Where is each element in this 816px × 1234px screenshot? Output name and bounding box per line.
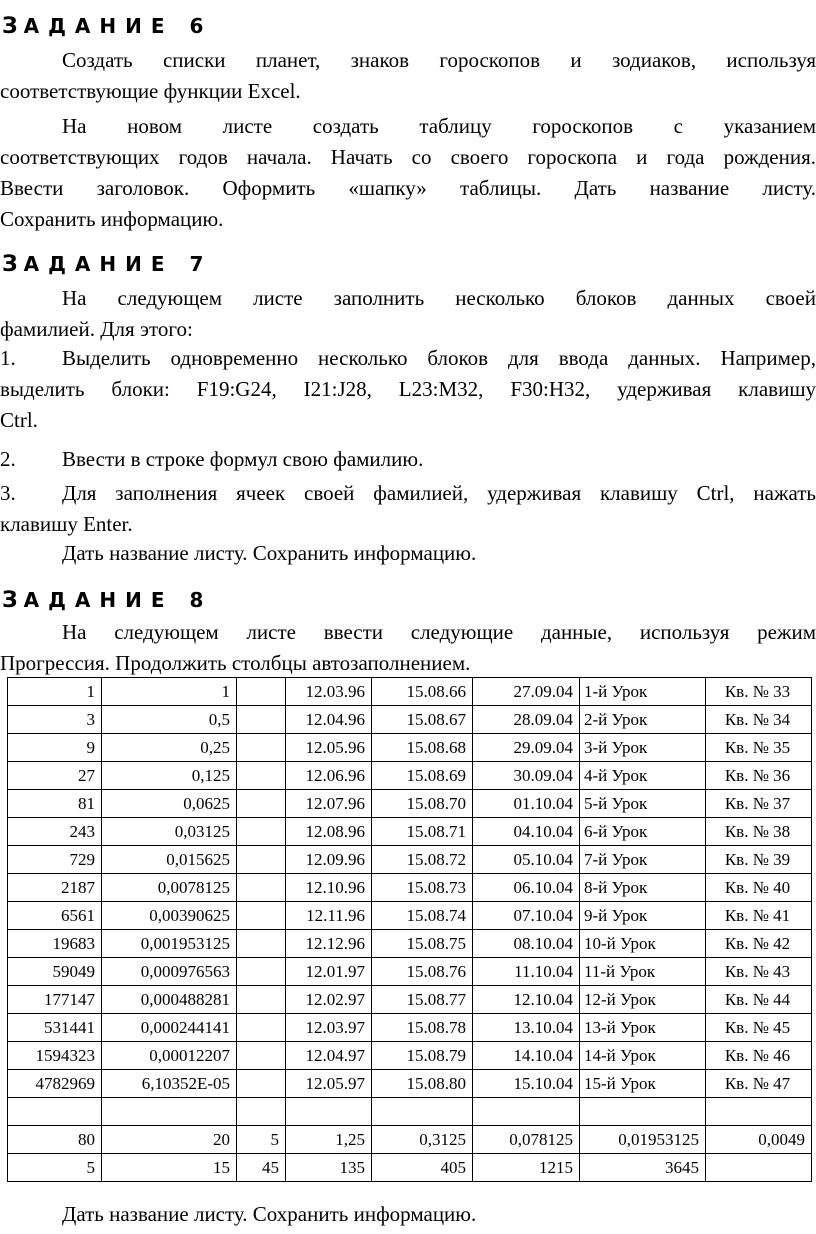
- task6-heading-rest: АДАНИЕ 6: [23, 14, 213, 38]
- table-cell: [237, 1098, 286, 1126]
- table-cell: 0,000488281: [102, 986, 237, 1014]
- table-cell: 243: [8, 818, 102, 846]
- table-cell: 04.10.04: [473, 818, 580, 846]
- list-item-text: Ввести в строке формул свою фамилию.: [62, 447, 424, 471]
- table-cell: 3: [8, 706, 102, 734]
- table-cell: 12.07.96: [286, 790, 372, 818]
- table-cell: [102, 1098, 237, 1126]
- table-cell: 12.04.97: [286, 1042, 372, 1070]
- table-cell: 0,000976563: [102, 958, 237, 986]
- progression-table: [7, 677, 812, 1182]
- table-cell: 9: [8, 734, 102, 762]
- task7-heading: [2, 252, 212, 277]
- table-cell: [580, 1098, 706, 1126]
- table-cell: 15.10.04: [473, 1070, 580, 1098]
- table-cell: [237, 818, 286, 846]
- table-cell: 14-й Урок: [580, 1042, 706, 1070]
- table-cell: Кв. № 43: [706, 958, 812, 986]
- list-number: 2.: [0, 447, 16, 471]
- table-cell: 0,0078125: [102, 874, 237, 902]
- table-cell: 12.08.96: [286, 818, 372, 846]
- table-cell: 1,25: [286, 1126, 372, 1154]
- task8-paragraph-1: [0, 617, 816, 679]
- table-cell: 06.10.04: [473, 874, 580, 902]
- table-cell: 15: [102, 1154, 237, 1182]
- table-cell: 13-й Урок: [580, 1014, 706, 1042]
- table-cell: 15.08.78: [372, 1014, 473, 1042]
- table-cell: 15-й Урок: [580, 1070, 706, 1098]
- list-item-text: Для заполнения ячеек своей фамилией, удерживая клавишу Ctrl, нажать: [62, 481, 816, 505]
- table-cell: [237, 902, 286, 930]
- table-cell: 12.03.96: [286, 678, 372, 706]
- table-cell: 0,015625: [102, 846, 237, 874]
- table-cell: [286, 1098, 372, 1126]
- table-cell: 12.02.97: [286, 986, 372, 1014]
- task7-heading-rest: АДАНИЕ 7: [23, 252, 213, 276]
- table-row: [8, 1154, 812, 1182]
- task7-heading-initial: З: [2, 252, 24, 277]
- table-cell: 729: [8, 846, 102, 874]
- table-row: [8, 1098, 812, 1126]
- task6-p2-line: соответствующих годов начала. Начать со своего гороскопа и года рождения.: [0, 145, 816, 169]
- table-row: [8, 762, 812, 790]
- table-cell: 2-й Урок: [580, 706, 706, 734]
- table-cell: 0,3125: [372, 1126, 473, 1154]
- table-cell: 3645: [580, 1154, 706, 1182]
- table-cell: [237, 678, 286, 706]
- table-cell: 0,000244141: [102, 1014, 237, 1042]
- task8-heading: [2, 588, 212, 613]
- table-cell: 15.08.66: [372, 678, 473, 706]
- table-cell: [706, 1154, 812, 1182]
- table-cell: [8, 1098, 102, 1126]
- table-cell: 8-й Урок: [580, 874, 706, 902]
- table-cell: 4-й Урок: [580, 762, 706, 790]
- list-item-text: Ctrl.: [0, 408, 38, 432]
- table-cell: 3-й Урок: [580, 734, 706, 762]
- table-cell: [237, 846, 286, 874]
- table-cell: 15.08.67: [372, 706, 473, 734]
- table-cell: 11.10.04: [473, 958, 580, 986]
- table-cell: 2187: [8, 874, 102, 902]
- task7-list-item-3: [0, 478, 816, 540]
- table-cell: [237, 762, 286, 790]
- task7-paragraph-1: [0, 283, 816, 345]
- table-row: [8, 678, 812, 706]
- table-cell: 01.10.04: [473, 790, 580, 818]
- task7-p1-line: фамилией. Для этого:: [0, 317, 193, 341]
- table-cell: 0,00012207: [102, 1042, 237, 1070]
- table-cell: [237, 790, 286, 818]
- table-cell: 0,125: [102, 762, 237, 790]
- table-cell: Кв. № 37: [706, 790, 812, 818]
- table-cell: [237, 734, 286, 762]
- table-cell: 13.10.04: [473, 1014, 580, 1042]
- table-cell: 15.08.72: [372, 846, 473, 874]
- table-row: [8, 958, 812, 986]
- table-cell: 14.10.04: [473, 1042, 580, 1070]
- task6-p1-line: Создать списки планет, знаков гороскопов и зодиаков, используя: [62, 48, 816, 72]
- list-number: 3.: [0, 481, 16, 505]
- table-cell: 07.10.04: [473, 902, 580, 930]
- table-cell: Кв. № 44: [706, 986, 812, 1014]
- task7-closing-text: Дать название листу. Сохранить информацию.: [62, 541, 477, 565]
- table-cell: 1594323: [8, 1042, 102, 1070]
- table-cell: 6561: [8, 902, 102, 930]
- table-row: [8, 930, 812, 958]
- table-cell: 15.08.70: [372, 790, 473, 818]
- table-cell: 12.06.96: [286, 762, 372, 790]
- table-cell: 405: [372, 1154, 473, 1182]
- table-cell: 45: [237, 1154, 286, 1182]
- table-cell: 1-й Урок: [580, 678, 706, 706]
- list-number: 1.: [0, 346, 16, 370]
- table-cell: 12.04.96: [286, 706, 372, 734]
- table-cell: Кв. № 36: [706, 762, 812, 790]
- table-cell: 0,0625: [102, 790, 237, 818]
- table-cell: [237, 1014, 286, 1042]
- table-cell: 5-й Урок: [580, 790, 706, 818]
- table-cell: Кв. № 42: [706, 930, 812, 958]
- table-cell: 05.10.04: [473, 846, 580, 874]
- list-item-text: Выделить одновременно несколько блоков для ввода данных. Например,: [62, 346, 816, 370]
- table-cell: 1: [102, 678, 237, 706]
- table-cell: 531441: [8, 1014, 102, 1042]
- table-cell: Кв. № 46: [706, 1042, 812, 1070]
- task6-p1-line: соответствующие функции Excel.: [0, 79, 301, 103]
- table-cell: 15.08.71: [372, 818, 473, 846]
- table-cell: Кв. № 35: [706, 734, 812, 762]
- table-cell: 177147: [8, 986, 102, 1014]
- table-cell: 9-й Урок: [580, 902, 706, 930]
- task6-paragraph-1: [0, 45, 816, 107]
- table-cell: 08.10.04: [473, 930, 580, 958]
- table-cell: 15.08.77: [372, 986, 473, 1014]
- task6-p2-line: Сохранить информацию.: [0, 207, 224, 231]
- table-row: [8, 790, 812, 818]
- task6-p2-line: Ввести заголовок. Оформить «шапку» таблицы. Дать название листу.: [0, 176, 816, 200]
- table-cell: [473, 1098, 580, 1126]
- table-cell: 15.08.73: [372, 874, 473, 902]
- table-cell: 1: [8, 678, 102, 706]
- table-row: [8, 734, 812, 762]
- task7-list-item-1: [0, 343, 816, 436]
- table-cell: 0,25: [102, 734, 237, 762]
- table-cell: 0,01953125: [580, 1126, 706, 1154]
- table-cell: 11-й Урок: [580, 958, 706, 986]
- table-cell: 12.09.96: [286, 846, 372, 874]
- table-cell: [237, 706, 286, 734]
- table-cell: Кв. № 47: [706, 1070, 812, 1098]
- table-cell: 135: [286, 1154, 372, 1182]
- table-row: [8, 1126, 812, 1154]
- table-cell: Кв. № 45: [706, 1014, 812, 1042]
- table-cell: 27: [8, 762, 102, 790]
- table-cell: Кв. № 41: [706, 902, 812, 930]
- table-cell: [237, 958, 286, 986]
- table-cell: [237, 930, 286, 958]
- table-cell: 15.08.80: [372, 1070, 473, 1098]
- table-cell: 12.10.04: [473, 986, 580, 1014]
- table-cell: 12.10.96: [286, 874, 372, 902]
- table-cell: 28.09.04: [473, 706, 580, 734]
- table-cell: 0,03125: [102, 818, 237, 846]
- table-row: [8, 1070, 812, 1098]
- table-row: [8, 874, 812, 902]
- table-cell: 1215: [473, 1154, 580, 1182]
- table-cell: 6,10352E-05: [102, 1070, 237, 1098]
- table-cell: Кв. № 38: [706, 818, 812, 846]
- table-cell: 19683: [8, 930, 102, 958]
- table-cell: 15.08.76: [372, 958, 473, 986]
- table-cell: Кв. № 40: [706, 874, 812, 902]
- task6-heading: [2, 14, 212, 39]
- task8-heading-initial: З: [2, 588, 24, 613]
- table-cell: [237, 1070, 286, 1098]
- table-row: [8, 1042, 812, 1070]
- table-cell: [237, 874, 286, 902]
- table-cell: 5: [8, 1154, 102, 1182]
- table-cell: 20: [102, 1126, 237, 1154]
- table-row: [8, 706, 812, 734]
- table-cell: 4782969: [8, 1070, 102, 1098]
- table-cell: [237, 986, 286, 1014]
- table-cell: 0,078125: [473, 1126, 580, 1154]
- task6-p2-line: На новом листе создать таблицу гороскопов с указанием: [62, 114, 816, 138]
- table-cell: Кв. № 33: [706, 678, 812, 706]
- table-cell: [237, 1042, 286, 1070]
- table-cell: 15.08.74: [372, 902, 473, 930]
- task8-closing-text: Дать название листу. Сохранить информацию.: [62, 1202, 477, 1226]
- task8-p1-line: На следующем листе ввести следующие данные, используя режим: [62, 620, 816, 644]
- task6-paragraph-2: [0, 111, 816, 235]
- table-cell: 0,0049: [706, 1126, 812, 1154]
- table-cell: Кв. № 39: [706, 846, 812, 874]
- table-cell: 27.09.04: [473, 678, 580, 706]
- table-cell: 0,5: [102, 706, 237, 734]
- table-cell: 0,001953125: [102, 930, 237, 958]
- table-row: [8, 1014, 812, 1042]
- table-row: [8, 986, 812, 1014]
- task8-p1-line: Прогрессия. Продолжить столбцы автозаполнением.: [0, 651, 471, 675]
- table-row: [8, 818, 812, 846]
- table-cell: 7-й Урок: [580, 846, 706, 874]
- list-item-text: выделить блоки: F19:G24, I21:J28, L23:M32, F30:H32, удерживая клавишу: [0, 377, 816, 401]
- table-cell: 81: [8, 790, 102, 818]
- table-cell: 12-й Урок: [580, 986, 706, 1014]
- table-cell: 15.08.69: [372, 762, 473, 790]
- table-cell: 15.08.75: [372, 930, 473, 958]
- table-cell: 10-й Урок: [580, 930, 706, 958]
- table-cell: 12.12.96: [286, 930, 372, 958]
- table-cell: 80: [8, 1126, 102, 1154]
- list-item-text: клавишу Enter.: [0, 512, 133, 536]
- table-cell: [706, 1098, 812, 1126]
- table-cell: 12.03.97: [286, 1014, 372, 1042]
- task6-heading-initial: З: [2, 14, 24, 39]
- task7-closing: [0, 538, 816, 569]
- table-cell: 12.11.96: [286, 902, 372, 930]
- task7-list-item-2: [0, 444, 816, 475]
- table-cell: 12.05.96: [286, 734, 372, 762]
- task8-closing: [0, 1199, 816, 1230]
- table-row: [8, 902, 812, 930]
- table-cell: 0,00390625: [102, 902, 237, 930]
- table-cell: 12.01.97: [286, 958, 372, 986]
- table-cell: 29.09.04: [473, 734, 580, 762]
- table-cell: 5: [237, 1126, 286, 1154]
- table-cell: 59049: [8, 958, 102, 986]
- table-cell: 30.09.04: [473, 762, 580, 790]
- task7-p1-line: На следующем листе заполнить несколько блоков данных своей: [62, 286, 816, 310]
- table-cell: [372, 1098, 473, 1126]
- table-cell: 15.08.68: [372, 734, 473, 762]
- table-cell: 6-й Урок: [580, 818, 706, 846]
- table-cell: 12.05.97: [286, 1070, 372, 1098]
- task8-heading-rest: АДАНИЕ 8: [23, 588, 213, 612]
- table-cell: Кв. № 34: [706, 706, 812, 734]
- table-row: [8, 846, 812, 874]
- table-cell: 15.08.79: [372, 1042, 473, 1070]
